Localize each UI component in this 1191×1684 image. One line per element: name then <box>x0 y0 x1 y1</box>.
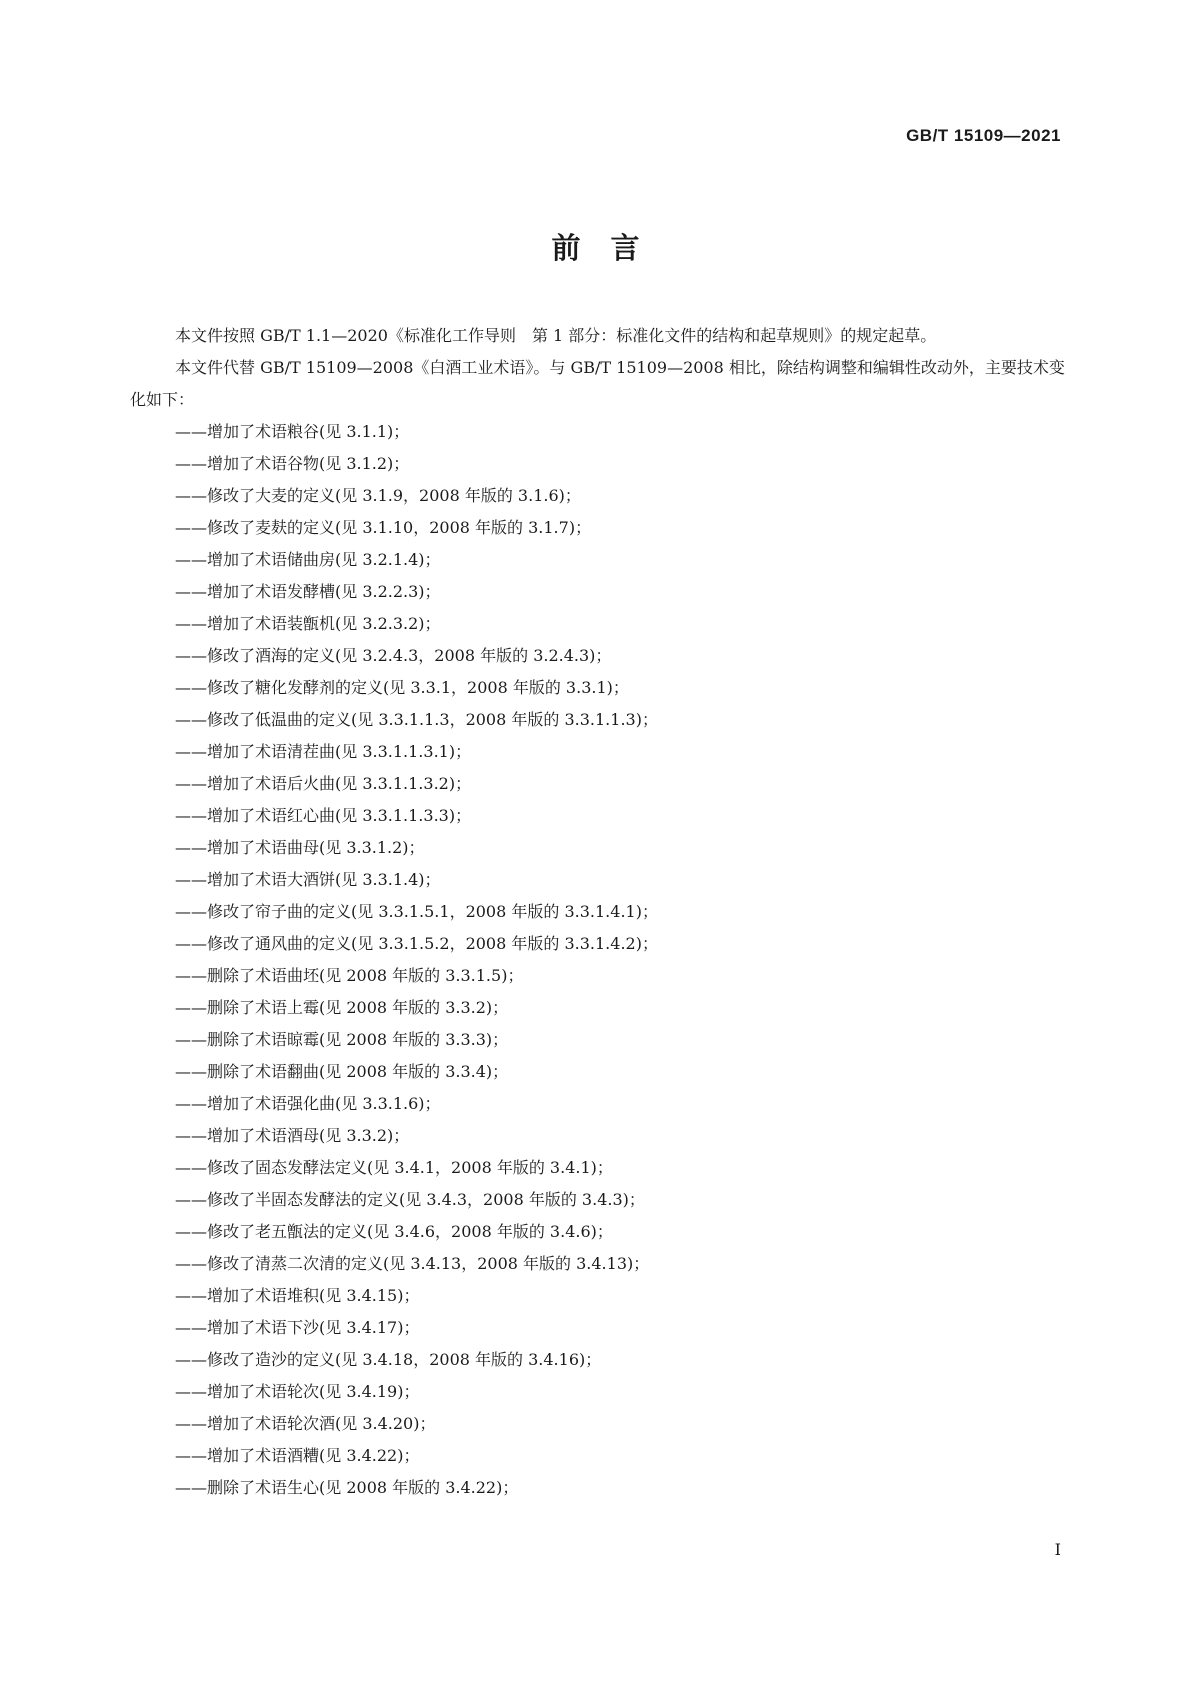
change-item: ——增加了术语后火曲(见 3.3.1.1.3.2)； <box>175 774 472 793</box>
change-item: ——增加了术语红心曲(见 3.3.1.1.3.3)； <box>175 806 472 825</box>
change-item: ——增加了术语清茬曲(见 3.3.1.1.3.1)； <box>175 742 472 761</box>
change-item: ——删除了术语生心(见 2008 年版的 3.4.22)； <box>175 1478 519 1497</box>
change-item: ——修改了帘子曲的定义(见 3.3.1.5.1，2008 年版的 3.3.1.4.1)； <box>175 902 658 921</box>
change-item: ——修改了造沙的定义(见 3.4.18，2008 年版的 3.4.16)； <box>175 1350 602 1369</box>
change-item: ——增加了术语曲母(见 3.3.1.2)； <box>175 838 425 857</box>
foreword-body <box>130 320 1065 1504</box>
change-item: ——修改了固态发酵法定义(见 3.4.1，2008 年版的 3.4.1)； <box>175 1158 613 1177</box>
change-item: ——删除了术语晾霉(见 2008 年版的 3.3.3)； <box>175 1030 509 1049</box>
change-item: ——修改了酒海的定义(见 3.2.4.3，2008 年版的 3.2.4.3)； <box>175 646 612 665</box>
paragraph-drafting-rules: 本文件按照 GB/T 1.1—2020《标准化工作导则 第 1 部分：标准化文件的结构和起草规则》的规定起草。 <box>175 326 937 345</box>
change-item: ——删除了术语上霉(见 2008 年版的 3.3.2)； <box>175 998 509 1017</box>
change-item: ——修改了老五甑法的定义(见 3.4.6，2008 年版的 3.4.6)； <box>175 1222 613 1241</box>
page-number: I <box>1054 1540 1061 1559</box>
change-item: ——修改了清蒸二次清的定义(见 3.4.13，2008 年版的 3.4.13)； <box>175 1254 650 1273</box>
change-item: ——修改了低温曲的定义(见 3.3.1.1.3，2008 年版的 3.3.1.1.3)； <box>175 710 658 729</box>
change-item: ——增加了术语下沙(见 3.4.17)； <box>175 1318 420 1337</box>
change-item: ——修改了大麦的定义(见 3.1.9，2008 年版的 3.1.6)； <box>175 486 581 505</box>
change-item: ——增加了术语轮次(见 3.4.19)； <box>175 1382 420 1401</box>
standard-number: GB/T 15109—2021 <box>906 126 1061 145</box>
change-item: ——增加了术语装甑机(见 3.2.3.2)； <box>175 614 441 633</box>
changes-list <box>130 416 1065 1504</box>
page-title: 前言 <box>551 231 670 265</box>
change-item: ——增加了术语轮次酒(见 3.4.20)； <box>175 1414 436 1433</box>
change-item: ——增加了术语谷物(见 3.1.2)； <box>175 454 410 473</box>
change-item: ——删除了术语曲坯(见 2008 年版的 3.3.1.5)； <box>175 966 524 985</box>
change-item: ——增加了术语强化曲(见 3.3.1.6)； <box>175 1094 441 1113</box>
change-item: ——增加了术语堆积(见 3.4.15)； <box>175 1286 420 1305</box>
change-item: ——增加了术语酒糟(见 3.4.22)； <box>175 1446 420 1465</box>
change-item: ——修改了麦麸的定义(见 3.1.10，2008 年版的 3.1.7)； <box>175 518 592 537</box>
change-item: ——删除了术语翻曲(见 2008 年版的 3.3.4)； <box>175 1062 509 1081</box>
paragraph-replacement: 本文件代替 GB/T 15109—2008《白酒工业术语》。与 GB/T 15109—2008 相比，除结构调整和编辑性改动外，主要技术变化如下： <box>130 358 1065 409</box>
change-item: ——增加了术语储曲房(见 3.2.1.4)； <box>175 550 441 569</box>
change-item: ——修改了半固态发酵法的定义(见 3.4.3，2008 年版的 3.4.3)； <box>175 1190 645 1209</box>
change-item: ——增加了术语粮谷(见 3.1.1)； <box>175 422 410 441</box>
change-item: ——修改了通风曲的定义(见 3.3.1.5.2，2008 年版的 3.3.1.4.2)； <box>175 934 658 953</box>
change-item: ——增加了术语发酵槽(见 3.2.2.3)； <box>175 582 441 601</box>
change-item: ——增加了术语酒母(见 3.3.2)； <box>175 1126 410 1145</box>
change-item: ——修改了糖化发酵剂的定义(见 3.3.1，2008 年版的 3.3.1)； <box>175 678 629 697</box>
change-item: ——增加了术语大酒饼(见 3.3.1.4)； <box>175 870 441 889</box>
